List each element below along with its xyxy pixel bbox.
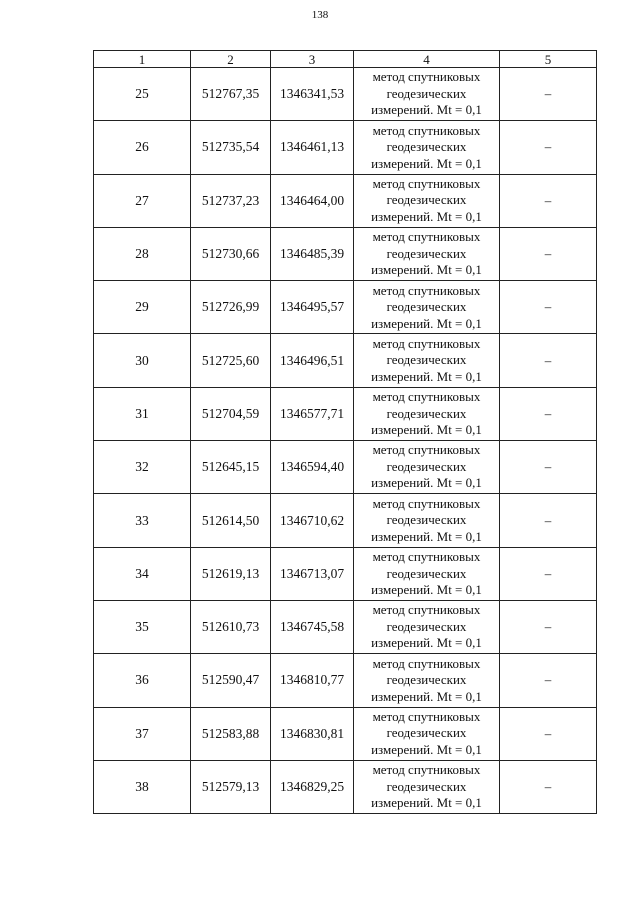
table-row <box>94 707 597 760</box>
method-text-line: геодезических <box>386 512 467 528</box>
table-row <box>94 227 597 280</box>
method-cell <box>354 334 500 387</box>
column-5-cell: – <box>500 494 597 547</box>
table-row <box>94 334 597 387</box>
method-text-line: метод спутниковых <box>372 762 481 778</box>
column-5-cell: – <box>500 707 597 760</box>
x-coordinate-cell: 512767,35 <box>191 68 271 121</box>
y-coordinate-cell: 1346341,53 <box>271 68 354 121</box>
method-text-line: метод спутниковых <box>372 495 481 511</box>
column-header-1: 1 <box>94 51 191 68</box>
method-text-line: измерений. Mt = 0,1 <box>371 582 482 598</box>
x-coordinate-cell: 512730,66 <box>191 227 271 280</box>
method-text-line: геодезических <box>386 299 467 315</box>
method-text-line: геодезических <box>386 618 467 634</box>
table-row <box>94 760 597 813</box>
method-text-line: метод спутниковых <box>372 708 481 724</box>
method-text-line: геодезических <box>386 139 467 155</box>
method-cell <box>354 281 500 334</box>
y-coordinate-cell: 1346594,40 <box>271 441 354 494</box>
point-number-cell: 38 <box>94 760 191 813</box>
method-cell <box>354 441 500 494</box>
y-coordinate-cell: 1346829,25 <box>271 760 354 813</box>
column-5-cell: – <box>500 441 597 494</box>
x-coordinate-cell: 512579,13 <box>191 760 271 813</box>
header-row <box>94 51 597 68</box>
y-coordinate-cell: 1346713,07 <box>271 547 354 600</box>
method-text-line: геодезических <box>386 672 467 688</box>
method-cell <box>354 121 500 174</box>
column-5-cell: – <box>500 227 597 280</box>
point-number-cell: 27 <box>94 174 191 227</box>
table-row <box>94 174 597 227</box>
method-text-line: метод спутниковых <box>372 282 481 298</box>
table-header <box>94 51 597 68</box>
method-text-line: геодезических <box>386 85 467 101</box>
column-5-cell: – <box>500 547 597 600</box>
method-cell <box>354 654 500 707</box>
table-row <box>94 547 597 600</box>
method-text-line: геодезических <box>386 458 467 474</box>
method-text-line: измерений. Mt = 0,1 <box>371 368 482 384</box>
table-row <box>94 494 597 547</box>
method-text-line: геодезических <box>386 405 467 421</box>
point-number-cell: 26 <box>94 121 191 174</box>
point-number-cell: 37 <box>94 707 191 760</box>
table-row <box>94 387 597 440</box>
method-text-line: метод спутниковых <box>372 602 481 618</box>
method-cell <box>354 174 500 227</box>
method-text-line: измерений. Mt = 0,1 <box>371 315 482 331</box>
table-row <box>94 121 597 174</box>
x-coordinate-cell: 512735,54 <box>191 121 271 174</box>
method-cell <box>354 227 500 280</box>
page-number: 138 <box>311 9 329 21</box>
method-text-line: измерений. Mt = 0,1 <box>371 208 482 224</box>
x-coordinate-cell: 512725,60 <box>191 334 271 387</box>
x-coordinate-cell: 512619,13 <box>191 547 271 600</box>
method-cell <box>354 707 500 760</box>
column-5-cell: – <box>500 121 597 174</box>
method-text-line: метод спутниковых <box>372 229 481 245</box>
y-coordinate-cell: 1346495,57 <box>271 281 354 334</box>
method-text-line: геодезических <box>386 778 467 794</box>
method-text-line: измерений. Mt = 0,1 <box>371 635 482 651</box>
x-coordinate-cell: 512583,88 <box>191 707 271 760</box>
column-header-4: 4 <box>354 51 500 68</box>
method-text-line: геодезических <box>386 565 467 581</box>
point-number-cell: 32 <box>94 441 191 494</box>
y-coordinate-cell: 1346810,77 <box>271 654 354 707</box>
y-coordinate-cell: 1346461,13 <box>271 121 354 174</box>
method-text-line: метод спутниковых <box>372 175 481 191</box>
method-text-line: геодезических <box>386 352 467 368</box>
y-coordinate-cell: 1346464,00 <box>271 174 354 227</box>
method-text-line: метод спутниковых <box>372 442 481 458</box>
method-text-line: измерений. Mt = 0,1 <box>371 422 482 438</box>
method-text-line: измерений. Mt = 0,1 <box>371 688 482 704</box>
method-text-line: измерений. Mt = 0,1 <box>371 475 482 491</box>
point-number-cell: 31 <box>94 387 191 440</box>
method-text-line: метод спутниковых <box>372 69 481 85</box>
method-cell <box>354 68 500 121</box>
method-text-line: метод спутниковых <box>372 549 481 565</box>
column-header-3: 3 <box>271 51 354 68</box>
x-coordinate-cell: 512726,99 <box>191 281 271 334</box>
method-text-line: метод спутниковых <box>372 122 481 138</box>
y-coordinate-cell: 1346830,81 <box>271 707 354 760</box>
y-coordinate-cell: 1346745,58 <box>271 600 354 653</box>
column-5-cell: – <box>500 68 597 121</box>
y-coordinate-cell: 1346496,51 <box>271 334 354 387</box>
table-row <box>94 68 597 121</box>
method-text-line: измерений. Mt = 0,1 <box>371 795 482 811</box>
point-number-cell: 35 <box>94 600 191 653</box>
method-text-line: измерений. Mt = 0,1 <box>371 102 482 118</box>
method-text-line: метод спутниковых <box>372 655 481 671</box>
method-cell <box>354 547 500 600</box>
column-header-5: 5 <box>500 51 597 68</box>
method-text-line: геодезических <box>386 725 467 741</box>
method-text-line: метод спутниковых <box>372 335 481 351</box>
column-5-cell: – <box>500 281 597 334</box>
x-coordinate-cell: 512737,23 <box>191 174 271 227</box>
table-row <box>94 281 597 334</box>
table-row <box>94 600 597 653</box>
point-number-cell: 34 <box>94 547 191 600</box>
method-cell <box>354 387 500 440</box>
column-5-cell: – <box>500 760 597 813</box>
method-text-line: метод спутниковых <box>372 389 481 405</box>
method-cell <box>354 760 500 813</box>
column-5-cell: – <box>500 334 597 387</box>
x-coordinate-cell: 512614,50 <box>191 494 271 547</box>
point-number-cell: 30 <box>94 334 191 387</box>
method-text-line: измерений. Mt = 0,1 <box>371 155 482 171</box>
method-cell <box>354 600 500 653</box>
x-coordinate-cell: 512590,47 <box>191 654 271 707</box>
point-number-cell: 28 <box>94 227 191 280</box>
point-number-cell: 29 <box>94 281 191 334</box>
method-text-line: геодезических <box>386 245 467 261</box>
x-coordinate-cell: 512704,59 <box>191 387 271 440</box>
column-5-cell: – <box>500 600 597 653</box>
column-header-2: 2 <box>191 51 271 68</box>
column-5-cell: – <box>500 654 597 707</box>
method-text-line: измерений. Mt = 0,1 <box>371 528 482 544</box>
point-number-cell: 33 <box>94 494 191 547</box>
x-coordinate-cell: 512645,15 <box>191 441 271 494</box>
table-row <box>94 441 597 494</box>
method-text-line: геодезических <box>386 192 467 208</box>
point-number-cell: 25 <box>94 68 191 121</box>
method-text-line: измерений. Mt = 0,1 <box>371 741 482 757</box>
method-cell <box>354 494 500 547</box>
column-5-cell: – <box>500 387 597 440</box>
table-body <box>94 68 597 814</box>
y-coordinate-cell: 1346577,71 <box>271 387 354 440</box>
table-row <box>94 654 597 707</box>
column-5-cell: – <box>500 174 597 227</box>
x-coordinate-cell: 512610,73 <box>191 600 271 653</box>
coordinates-table <box>93 50 597 814</box>
y-coordinate-cell: 1346485,39 <box>271 227 354 280</box>
point-number-cell: 36 <box>94 654 191 707</box>
method-text-line: измерений. Mt = 0,1 <box>371 262 482 278</box>
y-coordinate-cell: 1346710,62 <box>271 494 354 547</box>
